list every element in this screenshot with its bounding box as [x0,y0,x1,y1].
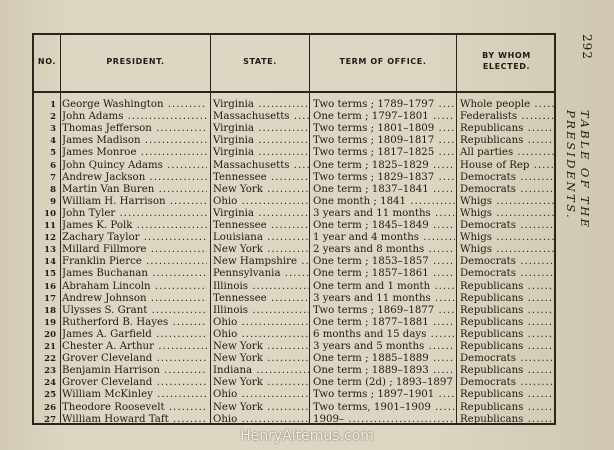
term-of-office: Two terms ; 1817–1825 ..... [313,147,455,159]
president-name: James Madison ..... [62,135,207,147]
header-no: NO. [37,57,57,66]
term-of-office: 3 years and 5 months ..... [313,341,455,353]
row-number: 1 [50,100,56,110]
president-name: Franklin Pierce ..... [62,256,207,268]
presidents-table [32,33,556,425]
president-name: Andrew Jackson ..... [62,172,207,184]
state-name: Ohio ..... [213,389,309,401]
term-of-office: Two terms ; 1809–1817 ..... [313,135,455,147]
elected-by: Democrats ..... [460,184,556,196]
term-of-office: Two terms ; 1801–1809 ..... [313,123,455,135]
table-row [34,184,554,196]
president-name: Chester A. Arthur ..... [62,341,207,353]
state-name: New York ..... [213,353,309,365]
term-of-office: Two terms ; 1789–1797 ..... [313,99,455,111]
table-row [34,244,554,256]
elected-by: Democrats ..... [460,268,556,280]
state-name: Ohio ..... [213,196,309,208]
term-of-office: 2 years and 8 months ..... [313,244,455,256]
table-row [34,414,554,426]
elected-by: Republicans ..... [460,135,556,147]
president-name: Grover Cleveland ..... [62,377,207,389]
term-of-office: One month ; 1841 ..... [313,196,455,208]
elected-by: Federalists ..... [460,111,556,123]
term-of-office: Two terms ; 1829–1837 ..... [313,172,455,184]
table-row [34,111,554,123]
row-number: 2 [50,112,56,123]
term-of-office: One term ; 1889–1893 ..... [313,365,455,377]
table-row [34,268,554,280]
state-name: Pennsylvania ..... [213,268,309,280]
president-name: John Quincy Adams ..... [62,160,207,172]
row-number: 3 [50,124,56,135]
term-of-office: One term ; 1825–1829 ..... [313,160,455,172]
state-name: New York ..... [213,184,309,196]
elected-by: Democrats ..... [460,172,556,184]
state-name: Virginia ..... [213,135,309,147]
row-number: 26 [44,402,56,413]
elected-by: Democrats ..... [460,256,556,268]
president-name: James A. Garfield ..... [62,329,207,341]
row-number: 19 [44,317,56,328]
state-name: Virginia ..... [213,147,309,159]
state-name: New York ..... [213,244,309,256]
president-name: Rutherford B. Hayes ..... [62,317,207,329]
table-row [34,281,554,293]
header-elected-line1: BY WHOM [482,51,531,60]
table-row [34,256,554,268]
state-name: Ohio ..... [213,414,309,426]
president-name: John Adams ..... [62,111,207,123]
term-of-office: 1909– ..... [313,414,455,426]
elected-by: Republicans ..... [460,365,556,377]
table-row [34,402,554,414]
state-name: New York ..... [213,377,309,389]
state-name: Tennessee ..... [213,220,309,232]
header-rule [34,91,554,93]
state-name: New York ..... [213,341,309,353]
elected-by: Whigs ..... [460,196,556,208]
state-name: New York ..... [213,402,309,414]
row-number: 11 [44,221,56,231]
president-name: Abraham Lincoln ..... [62,281,207,293]
elected-by: Republicans ..... [460,402,556,414]
elected-by: Republicans ..... [460,123,556,135]
president-name: James Monroe ..... [62,147,207,159]
row-number: 13 [44,245,56,256]
term-of-office: Two terms ; 1897–1901 ..... [313,389,455,401]
header-term: TERM OF OFFICE. [339,57,427,66]
president-name: James Buchanan ..... [62,268,207,280]
table-row [34,208,554,220]
row-number: 12 [44,233,56,244]
row-number: 6 [50,160,56,171]
table-row [34,220,554,232]
state-name: Illinois ..... [213,305,309,317]
term-of-office: One term ; 1877–1881 ..... [313,317,455,329]
table-row [34,377,554,389]
term-of-office: One term ; 1857–1861 ..... [313,268,455,280]
term-of-office: One term ; 1885–1889 ..... [313,353,455,365]
term-of-office: One term ; 1845–1849 ..... [313,220,455,232]
term-of-office: 3 years and 11 months ..... [313,208,455,220]
president-name: Andrew Johnson ..... [62,293,207,305]
elected-by: Whigs ..... [460,208,556,220]
row-number: 9 [50,196,56,207]
state-name: Ohio ..... [213,317,309,329]
row-number: 4 [50,136,56,147]
table-row [34,135,554,147]
elected-by: Democrats ..... [460,220,556,232]
watermark: HenryAltemus.com [240,428,374,444]
row-number: 15 [44,269,56,280]
table-row [34,160,554,172]
state-name: Massachusetts ..... [213,160,309,172]
state-name: New Hampshire ..... [213,256,309,268]
row-number: 5 [50,148,56,159]
term-of-office: One term (2d) ; 1893–1897 ..... [313,377,455,389]
elected-by: Republicans ..... [460,389,556,401]
table-row [34,232,554,244]
elected-by: Republicans ..... [460,317,556,329]
president-name: Millard Fillmore ..... [62,244,207,256]
table-row [34,196,554,208]
president-name: Grover Cleveland ..... [62,353,207,365]
term-of-office: One term ; 1797–1801 ..... [313,111,455,123]
table-row [34,123,554,135]
table-row [34,317,554,329]
table-row [34,293,554,305]
elected-by: All parties ..... [460,147,556,159]
row-number: 7 [50,172,56,183]
president-name: William H. Harrison ..... [62,196,207,208]
president-name: Zachary Taylor ..... [62,232,207,244]
row-number: 25 [44,390,56,401]
table-row [34,147,554,159]
state-name: Louisiana ..... [213,232,309,244]
row-number: 21 [44,342,56,352]
term-of-office: Two terms ; 1869–1877 ..... [313,305,455,317]
president-name: William Howard Taft ..... [62,414,207,426]
term-of-office: One term and 1 month ..... [313,281,455,293]
header-elected-line2: ELECTED. [482,62,531,71]
elected-by: Republicans ..... [460,341,556,353]
elected-by: Republicans ..... [460,329,556,341]
term-of-office: Two terms, 1901–1909 ..... [313,402,455,414]
elected-by: Republicans ..... [460,293,556,305]
row-number: 18 [44,305,56,316]
elected-by: Democrats ..... [460,353,556,365]
row-number: 14 [44,257,56,268]
term-of-office: 1 year and 4 months ..... [313,232,455,244]
president-name: Theodore Roosevelt ..... [62,402,207,414]
page-number: 292 [580,34,594,60]
elected-by: Whigs ..... [460,232,556,244]
term-of-office: 3 years and 11 months ..... [313,293,455,305]
president-name: Martin Van Buren ..... [62,184,207,196]
side-title: TABLE OF THE PRESIDENTS. [564,110,592,230]
term-of-office: One term ; 1837–1841 ..... [313,184,455,196]
president-name: James K. Polk ..... [62,220,207,232]
row-number: 16 [44,281,56,292]
elected-by: Democrats ..... [460,377,556,389]
state-name: Tennessee ..... [213,293,309,305]
row-number: 24 [44,378,56,389]
table-row [34,341,554,353]
president-name: Benjamin Harrison ..... [62,365,207,377]
table-row [34,353,554,365]
row-number: 8 [50,184,56,195]
state-name: Virginia ..... [213,208,309,220]
table-row [34,99,554,111]
president-name: Ulysses S. Grant ..... [62,305,207,317]
elected-by: Republicans ..... [460,305,556,317]
president-name: George Washington ..... [62,99,207,111]
state-name: Virginia ..... [213,99,309,111]
elected-by: Whigs ..... [460,244,556,256]
elected-by: House of Rep ..... [460,160,556,172]
state-name: Ohio ..... [213,329,309,341]
row-number: 27 [44,414,56,425]
elected-by: Whole people ..... [460,99,556,111]
row-number: 23 [44,366,56,377]
row-number: 17 [44,293,56,304]
table-row [34,172,554,184]
table-row [34,305,554,317]
state-name: Massachusetts ..... [213,111,309,123]
elected-by: Republicans ..... [460,414,556,426]
header-state: STATE. [243,57,277,66]
elected-by: Republicans ..... [460,281,556,293]
term-of-office: One term ; 1853–1857 ..... [313,256,455,268]
term-of-office: 6 months and 15 days ..... [313,329,455,341]
row-number: 10 [44,208,56,219]
header-president: PRESIDENT. [106,57,165,66]
row-number: 20 [44,329,56,340]
row-number: 22 [44,354,56,365]
president-name: William McKinley ..... [62,389,207,401]
state-name: Tennessee ..... [213,172,309,184]
table-row [34,389,554,401]
president-name: John Tyler ..... [62,208,207,220]
table-row [34,365,554,377]
table-row [34,329,554,341]
state-name: Illinois ..... [213,281,309,293]
state-name: Virginia ..... [213,123,309,135]
president-name: Thomas Jefferson ..... [62,123,207,135]
state-name: Indiana ..... [213,365,309,377]
